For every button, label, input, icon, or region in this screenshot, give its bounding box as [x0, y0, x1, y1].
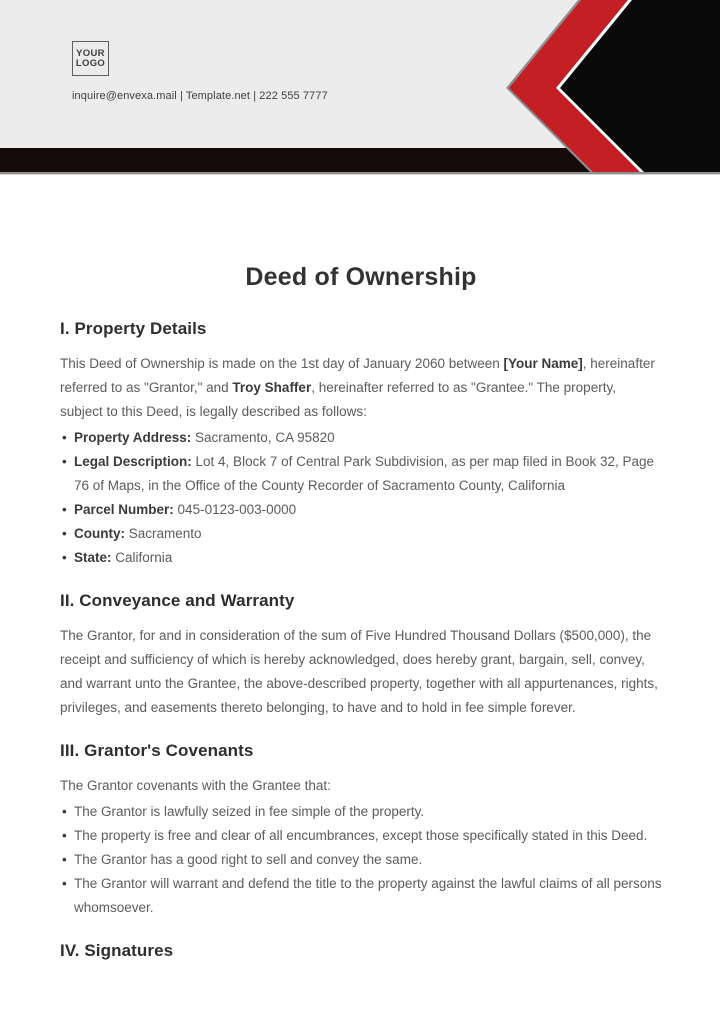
section-signatures — [60, 940, 662, 962]
list-item-text: The property is free and clear of all encumbrances, except those specifically stated in this Deed. — [74, 828, 648, 843]
page-title: Deed of Ownership — [245, 263, 477, 291]
list-item-covenant-4 — [60, 872, 662, 920]
list-item-text: Legal Description: Lot 4, Block 7 of Central Park Subdivision, as per map filed in Book 32, Page 76 of Maps, in the Office of the County Recorder of Sacramento County, California — [74, 454, 655, 493]
list-item-covenant-1 — [60, 800, 662, 824]
section-heading-conveyance: II. Conveyance and Warranty — [60, 591, 295, 610]
covenants-list — [60, 800, 662, 920]
logo-text-line1: YOUR — [76, 47, 105, 59]
bullet-icon: • — [62, 502, 67, 517]
section-grantors-covenants — [60, 740, 662, 920]
list-item-text: Parcel Number: 045-0123-003-0000 — [74, 502, 297, 517]
section-heading-signatures: IV. Signatures — [60, 941, 174, 960]
letterhead — [0, 0, 720, 175]
list-item-property-address — [60, 426, 662, 450]
list-item-state — [60, 546, 662, 570]
list-item-text: Property Address: Sacramento, CA 95820 — [74, 430, 335, 445]
bullet-icon: • — [62, 828, 67, 843]
intro-paragraph: This Deed of Ownership is made on the 1st day of January 2060 between [Your Name], hereinafter referred to as "Grantor," and Troy Shaffer, hereinafter referred to as "Grantee." The property, subject to this Deed, is legally described as follows: — [60, 356, 655, 419]
conveyance-paragraph: The Grantor, for and in consideration of the sum of Five Hundred Thousand Dollars ($500,000), the receipt and sufficiency of which is hereby acknowledged, does hereby grant, bargain, sell, convey, and warrant unto the Grantee, the above-described property, together with all appurtenances, rights, privileges, and easements thereto belonging, to have and to hold in fee simple forever. — [60, 628, 658, 715]
list-item-legal-description — [60, 450, 662, 498]
property-details-list — [60, 426, 662, 570]
bullet-icon: • — [62, 430, 67, 445]
list-item-text: County: Sacramento — [74, 526, 202, 541]
bullet-icon: • — [62, 526, 67, 541]
bullet-icon: • — [62, 804, 67, 819]
logo — [72, 41, 109, 76]
list-item-covenant-3 — [60, 848, 662, 872]
bullet-icon: • — [62, 852, 67, 867]
letterhead-art — [0, 0, 720, 175]
bullet-icon: • — [62, 550, 67, 565]
contact-line: inquire@envexa.mail | Template.net | 222 555 7777 — [72, 90, 328, 102]
bullet-icon: • — [62, 876, 67, 891]
covenants-lead: The Grantor covenants with the Grantee that: — [60, 778, 331, 793]
list-item-text: The Grantor has a good right to sell and convey the same. — [74, 852, 423, 867]
bullet-icon: • — [62, 454, 67, 469]
section-heading-property-details: I. Property Details — [60, 319, 207, 338]
list-item-text: The Grantor will warrant and defend the title to the property against the lawful claims of all persons whomsoever. — [74, 876, 662, 915]
document-body — [0, 263, 720, 962]
list-item-covenant-2 — [60, 824, 662, 848]
list-item-parcel-number — [60, 498, 662, 522]
section-conveyance-warranty — [60, 590, 662, 720]
list-item-county — [60, 522, 662, 546]
logo-text-line2: LOGO — [75, 57, 106, 69]
list-item-text: The Grantor is lawfully seized in fee simple of the property. — [74, 804, 425, 819]
list-item-text: State: California — [74, 550, 173, 565]
section-property-details — [60, 318, 662, 570]
section-heading-covenants: III. Grantor's Covenants — [60, 741, 254, 760]
